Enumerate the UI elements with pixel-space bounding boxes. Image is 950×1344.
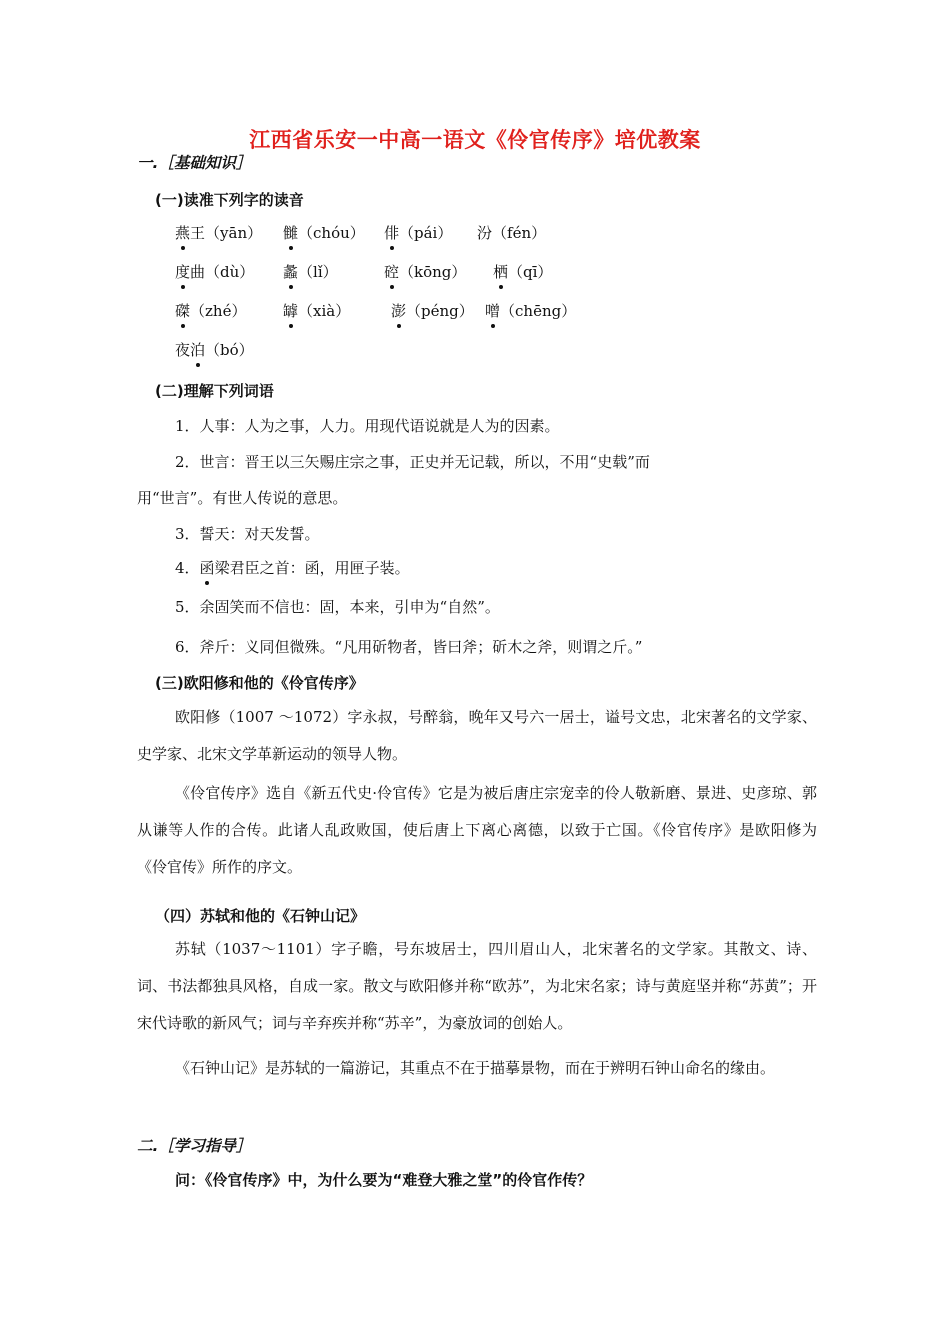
vocab-definition-1: 1．人事：人为之事，人力。用现代语说就是人为的因素。 <box>175 417 560 435</box>
vocab-item: 度曲（dù） <box>175 263 255 281</box>
subheading-pronunciation: (一)读准下列字的读音 <box>155 191 304 209</box>
section-heading-guidance: 二.［学习指导］ <box>137 1137 252 1155</box>
vocab-item: 夜泊（bó） <box>175 341 254 359</box>
vocab-definition-6: 6．斧斤：义同但微殊。“凡用斫物者，皆曰斧；斫木之斧，则谓之斤。” <box>175 638 643 656</box>
vocab-item: 硿（kōng） <box>384 263 467 281</box>
vocab-definition-2: 2．世言：晋王以三矢赐庄宗之事，正史并无记载，所以，不用“史载”而 <box>175 453 650 471</box>
document-title: 江西省乐安一中高一语文《伶官传序》培优教案 <box>249 128 701 152</box>
paragraph-lingguan-intro: 《伶官传序》选自《新五代史·伶官传》它是为被后唐庄宗宠幸的伶人敬新磨、景进、史彦琼、郭从谦等人作的合传。此诸人乱政败国，使后唐上下离心离德，以致于亡国。《伶官传序》是欧阳修为《伶官传》所作的序文。 <box>137 784 817 876</box>
vocab-definition-3: 3．誓天：对天发誓。 <box>175 525 320 543</box>
section-heading-basics: 一.［基础知识］ <box>137 154 252 172</box>
vocab-definition-2-cont: 用“世言”。有世人传说的意思。 <box>137 489 348 507</box>
paragraph-su-shi-bio: 苏轼（1037～1101）字子瞻，号东坡居士，四川眉山人，北宋著名的文学家。其散文、诗、词、书法都独具风格，自成一家。散文与欧阳修并称“欧苏”，为北宋名家；诗与黄庭坚并称“苏黄”；开宋代诗歌的新风气；词与辛弃疾并称“苏辛”，为豪放词的创始人。 <box>137 940 817 1032</box>
vocab-item: 俳（pái） <box>384 224 453 242</box>
vocab-item: 罅（xià） <box>283 302 351 320</box>
study-question: 问：《伶官传序》中，为什么要为“难登大雅之堂”的伶官作传？ <box>175 1171 593 1189</box>
vocab-item: 汾（fén） <box>477 224 547 242</box>
vocab-item: 栖（qī） <box>493 263 553 281</box>
paragraph-shizhongshan-intro: 《石钟山记》是苏轼的一篇游记，其重点不在于描摹景物，而在于辨明石钟山命名的缘由。 <box>175 1059 776 1077</box>
subheading-ouyang-xiu: (三)欧阳修和他的《伶官传序》 <box>155 674 364 692</box>
vocab-item: 澎（péng） <box>391 302 474 320</box>
vocab-item: 蠡（lǐ） <box>283 263 338 281</box>
vocab-item: 燕王（yān） <box>175 224 263 242</box>
vocab-definition-4: 4．函梁君臣之首：函，用匣子装。 <box>175 559 410 577</box>
subheading-su-shi: （四）苏轼和他的《石钟山记》 <box>155 907 366 925</box>
subheading-vocabulary: (二)理解下列词语 <box>155 382 274 400</box>
vocab-item: 磔（zhé） <box>175 302 247 320</box>
vocab-item: 噌（chēng） <box>485 302 577 320</box>
vocab-definition-5: 5．余固笑而不信也：固，本来，引申为“自然”。 <box>175 598 500 616</box>
paragraph-ouyang-xiu-bio: 欧阳修（1007 ～1072）字永叔，号醉翁，晚年又号六一居士，谥号文忠，北宋著名的文学家、史学家、北宋文学革新运动的领导人物。 <box>137 708 817 763</box>
vocab-item: 雠（chóu） <box>283 224 365 242</box>
